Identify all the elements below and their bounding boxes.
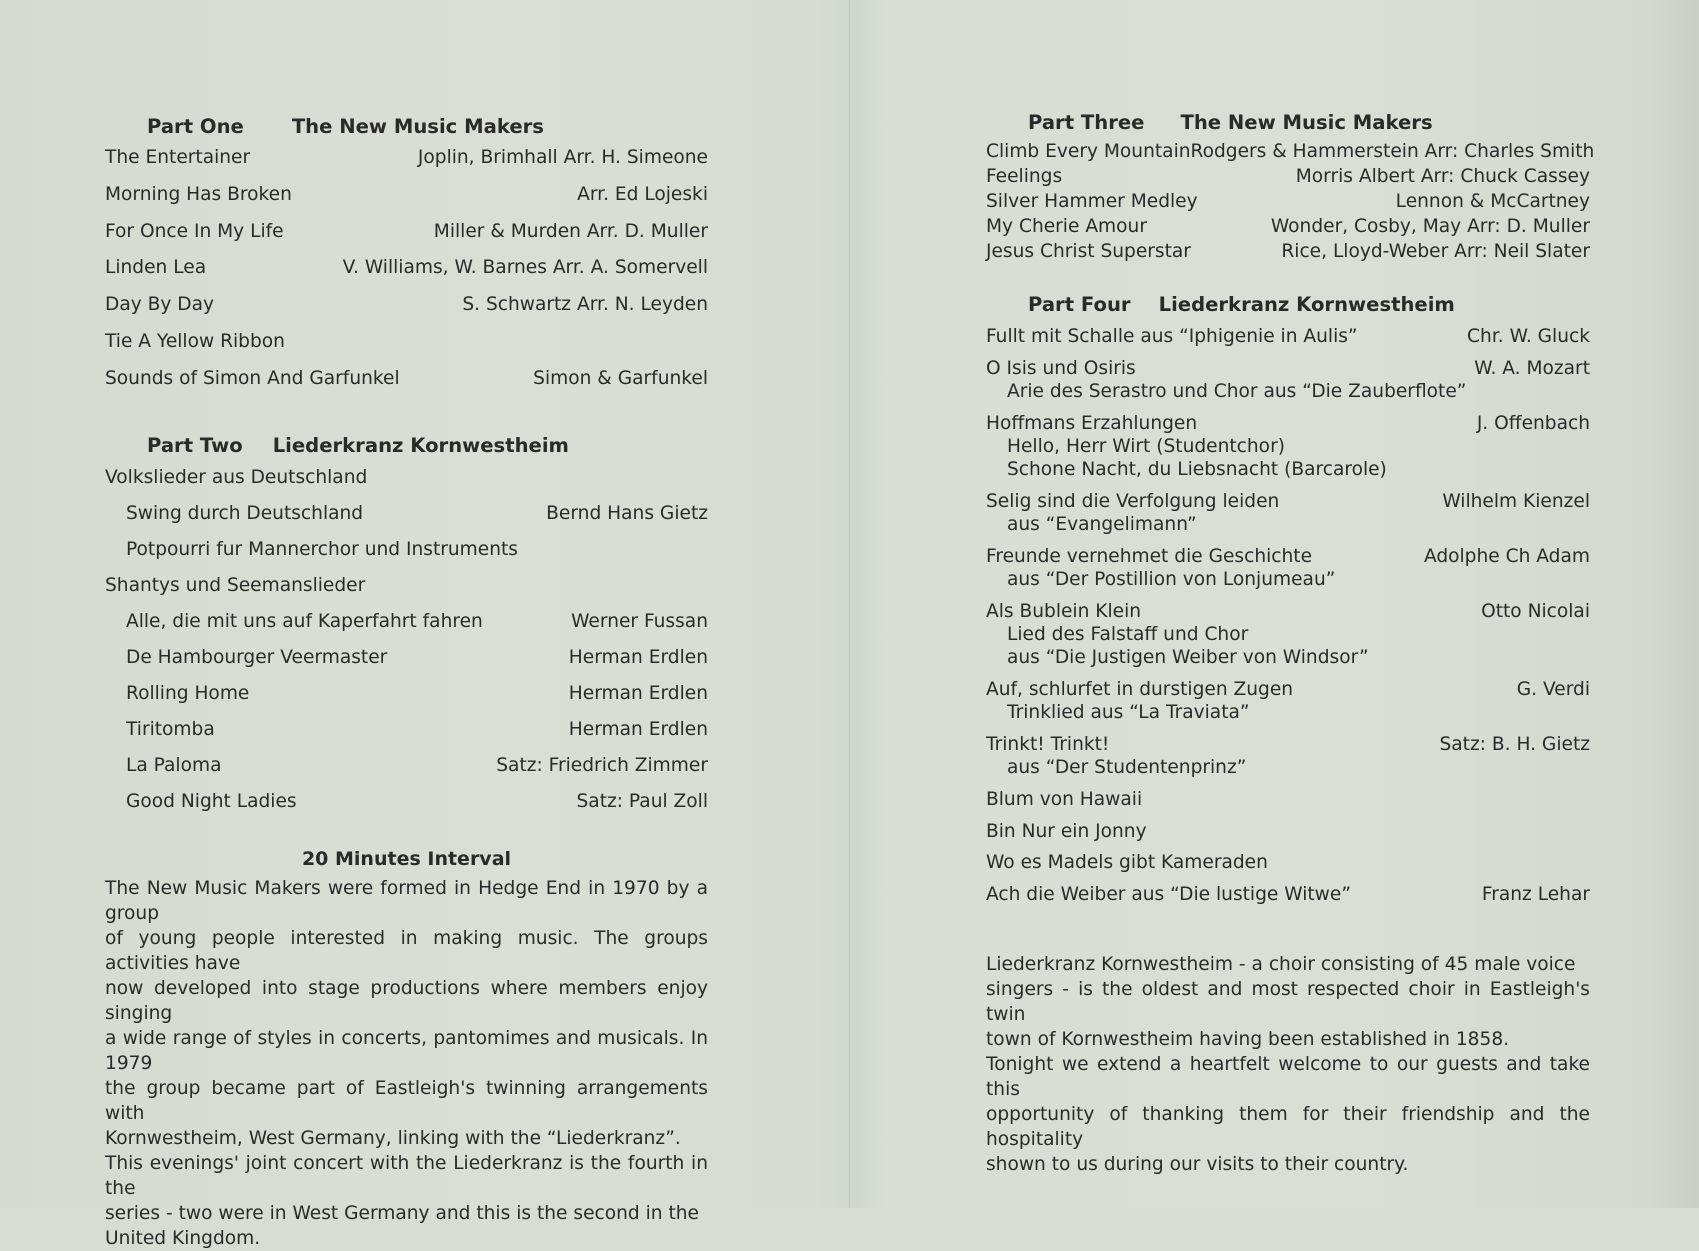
part-two-heading [105,428,708,466]
song-title: Volkslieder aus Deutschland [105,466,368,488]
song-subtitle: Hello, Herr Wirt (Studentchor) [1007,436,1285,457]
song-credit: Bernd Hans Gietz [546,502,708,524]
song-credit: S. Schwartz Arr. N. Leyden [462,294,708,316]
paragraph-line: This evenings' joint concert with the Liederkranz is the fourth in the [105,1152,708,1199]
song-subtitle: Lied des Falstaff und Chor [1007,624,1249,645]
song-title: Tie A Yellow Ribbon [105,330,285,352]
song-subtitle: aus “Der Studentenprinz” [1007,757,1247,778]
list-item [986,600,1590,669]
song-credit: Wilhelm Kienzel [1442,491,1590,512]
paragraph-line: singers - is the oldest and most respected choir in Eastleigh's twin [986,979,1590,1025]
part-four-label: Part Four [1028,292,1131,316]
song-credit: W. A. Mozart [1474,358,1590,379]
part-four-title: Liederkranz Kornwestheim [1158,292,1455,316]
song-title: For Once In My Life [105,220,284,242]
paragraph-line: Kornwestheim, West Germany, linking with the “Liederkranz”. [105,1127,681,1149]
song-title: Wo es Madels gibt Kameraden [986,852,1268,873]
song-title: Jesus Christ Superstar [986,241,1191,262]
list-item [986,357,1590,403]
part-one-title: The New Music Makers [291,114,544,138]
list-item [986,412,1590,481]
song-subtitle: aus “Evangelimann” [1007,514,1197,535]
list-item [986,883,1590,915]
paragraph-line: town of Kornwestheim having been established in 1858. [986,1029,1510,1050]
list-item [105,718,708,754]
part-two-label: Part Two [147,434,243,458]
list-item [986,733,1590,779]
paragraph-line: United Kingdom. [105,1227,261,1249]
list-item [105,790,708,826]
list-item [986,678,1590,724]
list-item [105,538,708,574]
song-title: Alle, die mit uns auf Kaperfahrt fahren [126,610,483,632]
list-item [105,682,708,718]
song-credit: Adolphe Ch Adam [1423,546,1590,567]
list-item [986,851,1590,883]
song-credit: Satz: Paul Zoll [576,790,708,812]
song-title: My Cherie Amour [986,216,1147,237]
song-credit: Satz: Friedrich Zimmer [496,754,708,776]
song-title: Silver Hammer Medley [986,191,1198,212]
part-one-label: Part One [147,114,244,138]
song-subtitle: aus “Die Justigen Weiber von Windsor” [1007,647,1369,668]
song-title: Tiritomba [126,718,215,740]
list-item [986,490,1590,536]
song-title: Shantys und Seemanslieder [105,574,366,596]
song-title: La Paloma [126,754,222,776]
list-item [986,788,1590,820]
part-two-title: Liederkranz Kornwestheim [272,434,569,458]
right-page [986,106,1595,1177]
song-title: Swing durch Deutschland [126,502,364,524]
song-subtitle: Arie des Serastro und Chor aus “Die Zauberflote” [1007,381,1467,402]
list-item [986,240,1590,265]
song-title: Potpourri fur Mannerchor und Instruments [126,538,518,560]
part-four-heading [986,287,1590,323]
list-item [986,215,1590,240]
song-credit: Joplin, Brimhall Arr. H. Simeone [417,147,708,168]
list-item [105,574,708,610]
song-credit: Otto Nicolai [1481,601,1590,622]
part-one-list [105,146,708,404]
song-title: Morning Has Broken [105,183,292,205]
song-credit: Herman Erdlen [568,682,708,704]
list-item [105,466,708,502]
list-item [105,330,708,367]
song-credit: Werner Fussan [571,610,708,632]
song-title: Hoffmans Erzahlungen [986,413,1198,434]
song-title: Sounds of Simon And Garfunkel [105,367,400,389]
list-item [986,325,1590,348]
song-title: Rolling Home [126,682,250,704]
list-item [105,146,708,183]
song-title: Feelings [986,166,1063,187]
part-three-list [986,140,1595,265]
song-credit: G. Verdi [1516,679,1590,700]
song-credit: Franz Lehar [1481,883,1590,905]
song-credit: Miller & Murden Arr. D. Muller [433,220,708,242]
song-title: Selig sind die Verfolgung leiden [986,491,1280,512]
paragraph-line: of young people interested in making music. The groups activities have [105,927,708,974]
song-title: The Entertainer [105,147,251,168]
paragraph-line: series - two were in West Germany and this is the second in the [105,1202,699,1224]
paragraph-line: Tonight we extend a heartfelt welcome to our guests and take this [986,1054,1590,1100]
song-title: Day By Day [105,294,215,316]
list-item [105,754,708,790]
song-credit: Wonder, Cosby, May Arr: D. Muller [1270,216,1590,237]
interval-title: 20 Minutes Interval [301,847,512,870]
list-item [105,293,708,330]
center-fold [848,0,851,1208]
paragraph-line: a wide range of styles in concerts, pantomimes and musicals. In 1979 [105,1027,708,1074]
part-three-heading [986,106,1590,140]
list-item [105,610,708,646]
list-item [105,502,708,538]
song-credit: Morris Albert Arr: Chuck Cassey [1295,166,1590,187]
list-item [986,545,1590,591]
song-credit: Satz: B. H. Gietz [1439,734,1590,755]
list-item [105,256,708,293]
list-item [986,820,1590,852]
song-title: Fullt mit Schalle aus “Iphigenie in Aulis” [986,326,1358,347]
song-credit: V. Williams, W. Barnes Arr. A. Somervell [342,257,708,279]
song-credit: Rodgers & Hammerstein Arr: Charles Smith [1190,141,1595,162]
left-page [105,108,708,1251]
song-credit: Simon & Garfunkel [533,367,708,389]
song-credit: Arr. Ed Lojeski [577,183,708,205]
paragraph-line: now developed into stage productions where members enjoy singing [105,977,708,1024]
song-title: Climb Every Mountain [986,141,1191,162]
song-title: Auf, schlurfet in durstigen Zugen [986,679,1294,700]
song-title: Freunde vernehmet die Geschichte [986,546,1313,567]
song-title: Blum von Hawaii [986,789,1143,810]
part-three-label: Part Three [1028,110,1145,134]
song-title: Ach die Weiber aus “Die lustige Witwe” [986,883,1351,905]
list-item [105,183,708,220]
liederkranz-paragraph [986,952,1590,1177]
new-music-makers-paragraph [105,876,708,1251]
list-item [986,190,1590,215]
list-item [105,646,708,682]
song-title: De Hambourger Veermaster [126,646,388,668]
song-title: Bin Nur ein Jonny [986,820,1147,842]
list-item [986,140,1595,165]
song-subtitle: Trinklied aus “La Traviata” [1007,702,1250,723]
song-subtitle: Schone Nacht, du Liebsnacht (Barcarole) [1007,459,1387,480]
song-title: Als Bublein Klein [986,601,1142,622]
song-title: Trinkt! Trinkt! [986,734,1110,755]
paragraph-line: the group became part of Eastleigh's twinning arrangements with [105,1077,708,1124]
song-credit: Lennon & McCartney [1395,191,1590,212]
paragraph-line: shown to us during our visits to their country. [986,1154,1409,1175]
song-credit: Chr. W. Gluck [1467,326,1590,347]
song-credit: Herman Erdlen [568,646,708,668]
paragraph-line: The New Music Makers were formed in Hedge End in 1970 by a group [105,877,708,924]
part-four-list [986,325,1590,914]
paragraph-line: Liederkranz Kornwestheim - a choir consisting of 45 male voice [986,954,1576,975]
part-three-title: The New Music Makers [1180,110,1433,134]
song-credit: J. Offenbach [1476,413,1590,434]
list-item [986,165,1590,190]
list-item [105,367,708,404]
part-two-list [105,466,708,826]
song-title: Good Night Ladies [126,790,297,812]
list-item [105,220,708,257]
song-title: O Isis und Osiris [986,358,1136,379]
song-title: Linden Lea [105,257,207,279]
song-credit: Rice, Lloyd-Weber Arr: Neil Slater [1281,241,1590,262]
paragraph-line: opportunity of thanking them for their friendship and the hospitality [986,1104,1590,1150]
song-subtitle: aus “Der Postillion von Lonjumeau” [1007,569,1336,590]
song-credit: Herman Erdlen [568,718,708,740]
part-one-heading [105,108,708,146]
